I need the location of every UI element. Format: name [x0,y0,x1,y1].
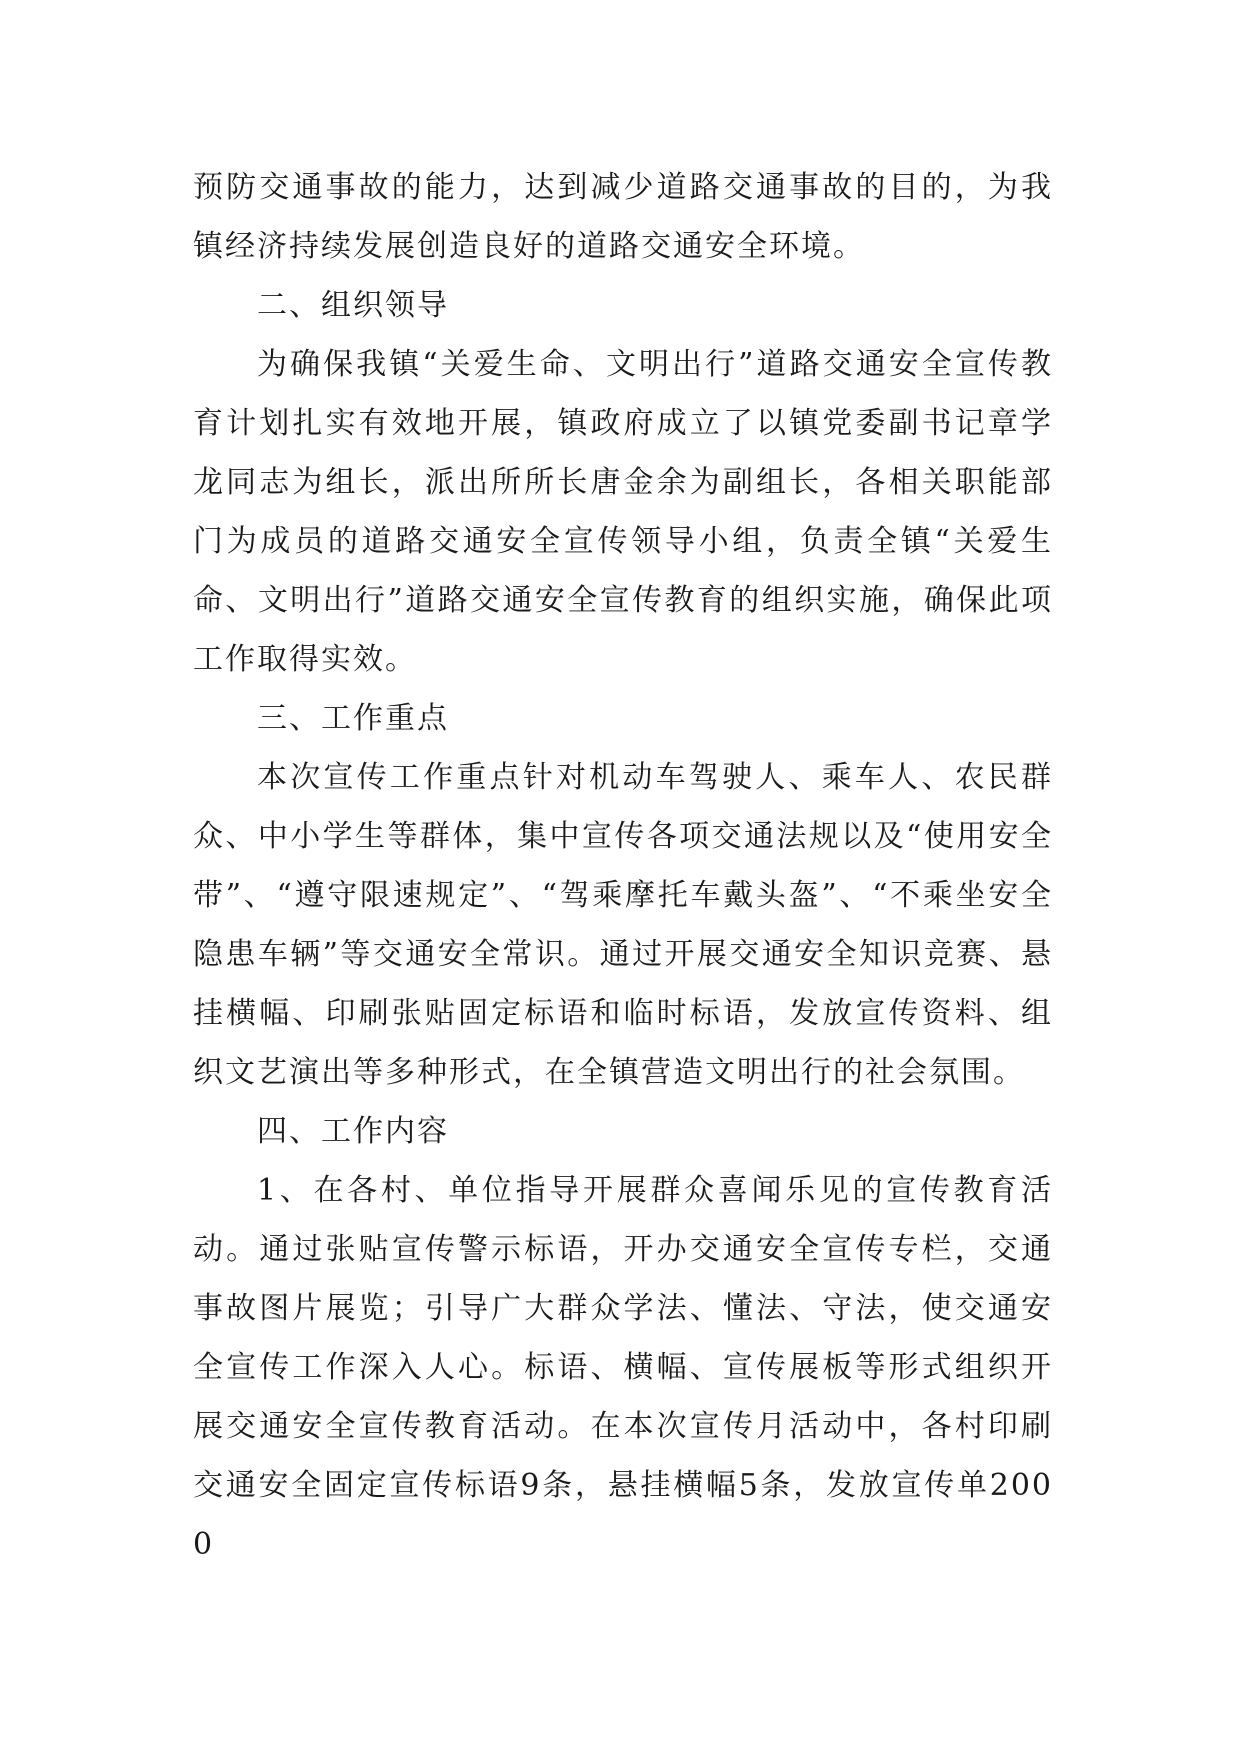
paragraph-intro-continued: 预防交通事故的能力，达到减少道路交通事故的目的，为我镇经济持续发展创造良好的道路交通安全环境。 [193,170,1053,264]
document-body [193,158,1053,1574]
paragraph-content-item-1: 1、在各村、单位指导开展群众喜闻乐见的宣传教育活动。通过张贴宣传警示标语，开办交通安全宣传专栏，交通事故图片展览；引导广大群众学法、懂法、守法，使交通安全宣传工作深入人心。标语、横幅、宣传展板等形式组织开展交通安全宣传教育活动。在本次宣传月活动中，各村印刷交通安全固定宣传标语9条，悬挂横幅5条，发放宣传单2000 [193,1173,1053,1562]
section-heading-focus: 三、工作重点 [257,701,449,736]
section-heading-organization: 二、组织领导 [257,288,449,323]
paragraph-organization: 为确保我镇“关爱生命、文明出行”道路交通安全宣传教育计划扎实有效地开展，镇政府成立了以镇党委副书记章学龙同志为组长，派出所所长唐金余为副组长，各相关职能部门为成员的道路交通安全宣传领导小组，负责全镇“关爱生命、文明出行”道路交通安全宣传教育的组织实施，确保此项工作取得实效。 [193,347,1053,677]
paragraph-focus: 本次宣传工作重点针对机动车驾驶人、乘车人、农民群众、中小学生等群体，集中宣传各项交通法规以及“使用安全带”、“遵守限速规定”、“驾乘摩托车戴头盔”、“不乘坐安全隐患车辆”等交通安全常识。通过开展交通安全知识竞赛、悬挂横幅、印刷张贴固定标语和临时标语，发放宣传资料、组织文艺演出等多种形式，在全镇营造文明出行的社会氛围。 [193,760,1053,1090]
section-heading-content: 四、工作内容 [257,1114,449,1149]
